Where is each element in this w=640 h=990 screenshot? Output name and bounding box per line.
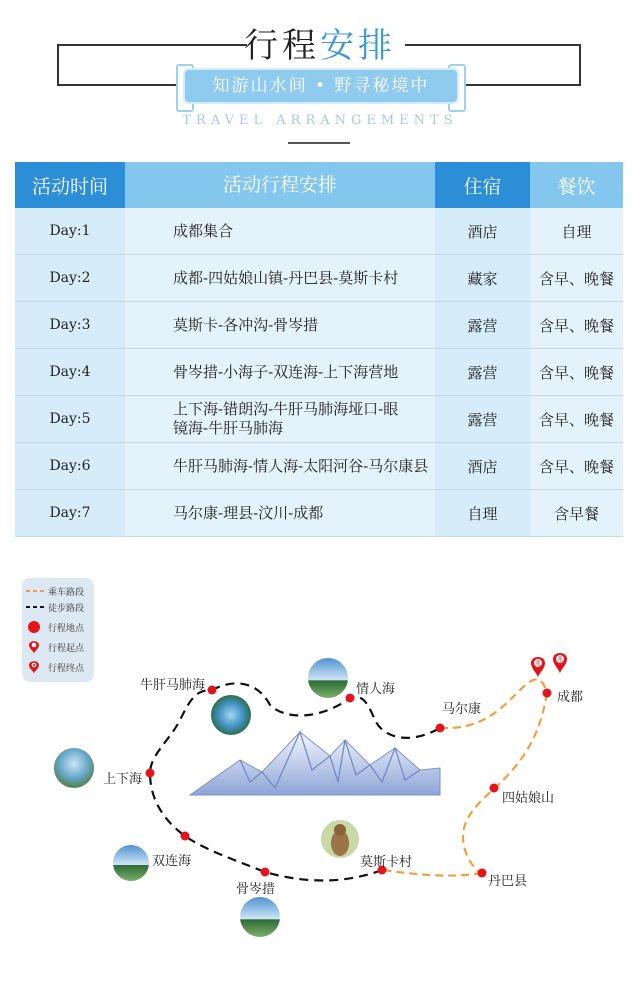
location-dot-gucen — [261, 868, 270, 877]
location-dot-siguniang — [490, 784, 499, 793]
start-pin-text: 兆 — [534, 660, 542, 668]
meal-cell: 含早餐 — [530, 490, 623, 536]
legend-end — [26, 660, 84, 674]
subtitle-english: TRAVEL ARRANGEMENTS — [182, 113, 458, 128]
location-dot-qingren — [346, 694, 355, 703]
route-map-svg — [0, 560, 640, 990]
meal-cell: 含早、晚餐 — [530, 396, 623, 442]
table-row — [15, 255, 623, 302]
legend-start-label: 行程起点 — [48, 643, 85, 654]
header-schedule: 活动行程安排 — [125, 162, 435, 208]
header-time: 活动时间 — [15, 162, 125, 208]
location-dot-chengdu — [543, 689, 552, 698]
legend-hike-label: 徒步路段 — [48, 603, 85, 614]
stay-cell: 露营 — [435, 396, 530, 442]
start-marker-icon — [26, 640, 44, 654]
route-cell: 莫斯卡-各冲沟-骨岑措 — [125, 302, 435, 348]
route-cell: 成都-四姑娘山镇-丹巴县-莫斯卡村 — [125, 255, 435, 301]
photo-shuanglian-lake — [112, 844, 150, 882]
mountain-illustration — [190, 732, 440, 795]
slogan-ribbon: 知游山水间 • 野寻秘境中 — [185, 70, 457, 102]
photo-gucen-lake — [239, 896, 281, 938]
meal-cell: 含早、晚餐 — [530, 302, 623, 348]
title-part-1: 行程 — [244, 26, 320, 66]
location-dot-shuanglian — [181, 832, 190, 841]
drive-line-icon — [26, 588, 44, 594]
location-dot-danba — [478, 869, 487, 878]
place-label-shangxia: 上下海 — [103, 772, 143, 787]
stay-cell: 酒店 — [435, 208, 530, 254]
itinerary-table — [15, 162, 623, 537]
day-cell: Day:6 — [15, 443, 125, 489]
place-label-siguniang: 四姑娘山 — [502, 791, 555, 806]
location-dot-icon — [26, 620, 44, 634]
place-label-mosika: 莫斯卡村 — [360, 855, 413, 870]
photo-qingren-lake — [307, 657, 349, 699]
stay-cell: 露营 — [435, 302, 530, 348]
place-label-maerkang: 马尔康 — [442, 702, 482, 717]
table-row — [15, 349, 623, 396]
legend-start — [26, 640, 84, 654]
place-label-chengdu: 成都 — [557, 690, 584, 705]
page-title — [0, 18, 640, 67]
map-legend — [22, 578, 94, 682]
header-frame-right-bottom — [458, 84, 581, 86]
end-marker-icon — [26, 660, 44, 674]
title-part-2: 安排 — [320, 26, 396, 66]
meal-cell: 含早、晚餐 — [530, 255, 623, 301]
photo-niugan-lake — [210, 694, 252, 736]
place-label-qingren: 情人海 — [356, 682, 396, 697]
location-dot-niugan — [208, 686, 217, 695]
place-label-gucen: 骨岑措 — [236, 882, 276, 897]
drive-route-chengdu-danba — [463, 693, 547, 873]
legend-hike — [26, 600, 84, 614]
table-row — [15, 208, 623, 255]
route-cell: 骨岑措-小海子-双连海-上下海营地 — [125, 349, 435, 395]
table-row — [15, 490, 623, 537]
meal-cell: 含早、晚餐 — [530, 349, 623, 395]
day-cell: Day:2 — [15, 255, 125, 301]
day-cell: Day:7 — [15, 490, 125, 536]
hike-line-icon — [26, 604, 44, 610]
stay-cell: 藏家 — [435, 255, 530, 301]
header-stay: 住宿 — [435, 162, 530, 208]
legend-drive-label: 乘车路段 — [48, 587, 85, 598]
meal-cell: 自理 — [530, 208, 623, 254]
route-cell: 牛肝马肺海-情人海-太阳河谷-马尔康县 — [125, 443, 435, 489]
table-row — [15, 302, 623, 349]
place-label-danba: 丹巴县 — [488, 874, 528, 889]
route-cell: 成都集合 — [125, 208, 435, 254]
location-dot-maerkang — [436, 724, 445, 733]
stay-cell: 露营 — [435, 349, 530, 395]
header-frame-left-bottom — [57, 84, 185, 86]
end-pin-icon — [553, 653, 567, 674]
stay-cell: 酒店 — [435, 443, 530, 489]
meal-cell: 含早、晚餐 — [530, 443, 623, 489]
title-underline — [288, 142, 350, 144]
day-cell: Day:3 — [15, 302, 125, 348]
table-header-row — [15, 162, 623, 208]
legend-location-label: 行程地点 — [48, 623, 85, 634]
legend-location — [26, 620, 84, 634]
route-cell: 上下海-错朗沟-牛肝马肺海垭口-眼镜海-牛肝马肺海 — [125, 396, 435, 442]
day-cell: Day:1 — [15, 208, 125, 254]
table-row — [15, 443, 623, 490]
header-meal: 餐饮 — [530, 162, 623, 208]
day-cell: Day:4 — [15, 349, 125, 395]
place-label-niugan: 牛肝马肺海 — [140, 678, 206, 693]
place-label-shuanglian: 双连海 — [152, 854, 192, 869]
drive-route-danba-mosika — [382, 870, 482, 876]
route-map — [0, 560, 640, 990]
start-pin-icon — [529, 644, 545, 678]
end-pin-text: 兆 — [556, 656, 564, 664]
stay-cell: 自理 — [435, 490, 530, 536]
table-row — [15, 396, 623, 443]
legend-drive — [26, 584, 84, 598]
photo-marmot — [320, 819, 360, 859]
route-cell: 马尔康-理县-汶川-成都 — [125, 490, 435, 536]
location-dot-shangxia — [146, 769, 155, 778]
legend-end-label: 行程终点 — [48, 663, 85, 674]
photo-shangxia-lake — [53, 747, 95, 789]
day-cell: Day:5 — [15, 396, 125, 442]
